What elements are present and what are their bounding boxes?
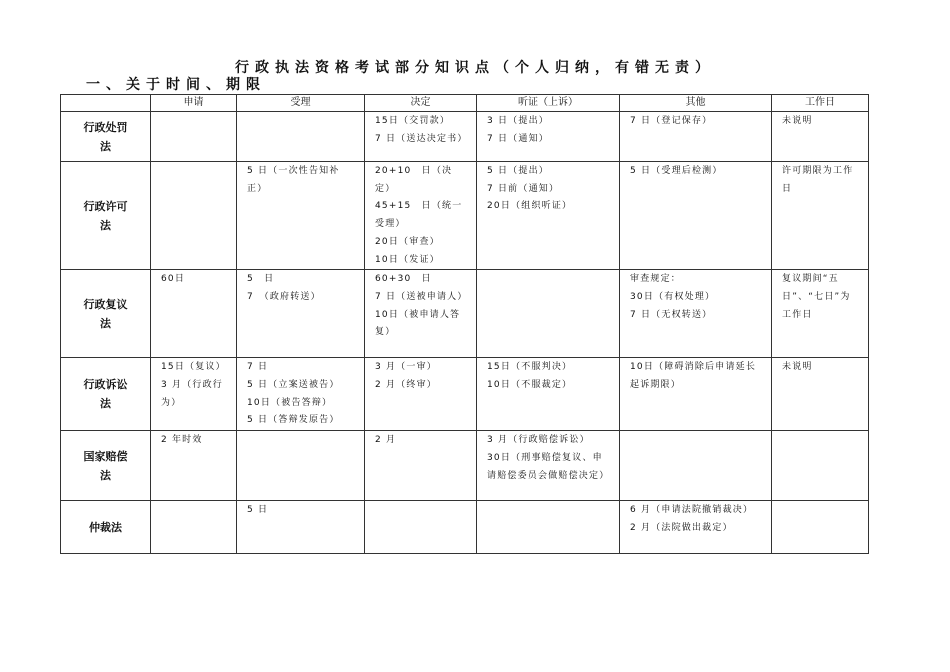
cell-line: 7 日（通知）	[487, 133, 549, 144]
cell-line: 30日（有权处理）	[630, 291, 716, 302]
cell-line: 20日（组织听证）	[487, 201, 573, 212]
cell-line: 审查规定：	[630, 274, 682, 285]
header-cell-other: 其他	[620, 95, 772, 112]
header-cell-corner	[61, 95, 151, 112]
cell-other	[620, 270, 772, 358]
cell-line: 7 日前（通知）	[487, 183, 560, 194]
row-label: 行政许可 法	[61, 162, 151, 270]
cell-hearing	[477, 431, 620, 501]
table-row	[61, 162, 869, 270]
cell-line: 15日（复议）	[161, 362, 226, 373]
cell-line: 许可期限为工作日	[782, 166, 854, 194]
cell-line: 15日（不服判决）	[487, 362, 573, 373]
cell-line: 5 日（答辩发原告）	[247, 415, 340, 426]
cell-hearing	[477, 162, 620, 270]
cell-line: 未说明	[782, 362, 813, 373]
cell-apply	[151, 270, 237, 358]
cell-line: 3 月（一审）	[375, 362, 437, 373]
header-cell-accept: 受理	[237, 95, 365, 112]
cell-line: 2 月（法院做出裁定）	[630, 522, 733, 533]
header-cell-hearing: 听证（上诉）	[477, 95, 620, 112]
cell-apply	[151, 501, 237, 554]
header-cell-workday: 工作日	[772, 95, 869, 112]
cell-workday	[772, 431, 869, 501]
section-heading: 一、关于时间、期限	[86, 77, 266, 93]
cell-decision	[365, 358, 477, 431]
cell-other	[620, 431, 772, 501]
row-label: 行政处罚 法	[61, 112, 151, 162]
cell-line: 10日（不服裁定）	[487, 379, 573, 390]
cell-line: 20+10 日（决定）	[375, 166, 453, 194]
header-cell-decision: 决定	[365, 95, 477, 112]
cell-decision	[365, 112, 477, 162]
cell-line: 10日（发证）	[375, 254, 440, 265]
cell-hearing	[477, 270, 620, 358]
cell-line: 15日（交罚款）	[375, 116, 451, 126]
cell-line: 7 （政府转送）	[247, 291, 321, 302]
cell-decision	[365, 270, 477, 358]
cell-line: 60+30 日	[375, 274, 432, 285]
cell-other	[620, 501, 772, 554]
cell-line: 2 月	[375, 435, 397, 446]
cell-other	[620, 112, 772, 162]
cell-apply	[151, 162, 237, 270]
cell-line: 3 日（提出）	[487, 116, 549, 126]
cell-line: 5 日（一次性告知补正）	[247, 166, 340, 194]
cell-hearing	[477, 501, 620, 554]
table-row	[61, 270, 869, 358]
table-row	[61, 501, 869, 554]
row-label: 行政诉讼 法	[61, 358, 151, 431]
header-cell-apply: 申请	[151, 95, 237, 112]
cell-other	[620, 358, 772, 431]
cell-apply	[151, 431, 237, 501]
cell-workday	[772, 358, 869, 431]
cell-line: 复议期间“五日”、“七日”为工作日	[782, 274, 851, 320]
cell-decision	[365, 501, 477, 554]
cell-line: 2 月（终审）	[375, 379, 437, 390]
cell-line: 3 月（行政赔偿诉讼）	[487, 435, 590, 446]
cell-line: 45+15 日（统一受理）	[375, 201, 463, 230]
time-limits-table	[60, 94, 869, 554]
cell-line: 60日	[161, 274, 186, 285]
cell-accept	[237, 501, 365, 554]
cell-line: 10日（障碍消除后申请延长起诉期限）	[630, 362, 757, 390]
cell-line: 6 月（申请法院撤销裁决）	[630, 505, 754, 516]
cell-apply	[151, 112, 237, 162]
cell-line: 2 年时效	[161, 435, 203, 446]
row-label: 仲裁法	[61, 501, 151, 554]
cell-decision	[365, 431, 477, 501]
header-row	[61, 95, 869, 112]
table-row	[61, 431, 869, 501]
table-body	[61, 112, 869, 554]
cell-hearing	[477, 112, 620, 162]
row-label: 国家赔偿 法	[61, 431, 151, 501]
cell-workday	[772, 112, 869, 162]
cell-line: 3 月（行政行为）	[161, 379, 223, 408]
cell-accept	[237, 112, 365, 162]
document-title: 行政执法资格考试部分知识点（个人归纳，有错无责）	[235, 60, 715, 76]
cell-decision	[365, 162, 477, 270]
cell-line: 10日（被申请人答复）	[375, 309, 461, 338]
cell-other	[620, 162, 772, 270]
cell-line: 7 日（送被申请人）	[375, 291, 468, 302]
cell-line: 7 日	[247, 362, 269, 373]
cell-accept	[237, 431, 365, 501]
cell-workday	[772, 270, 869, 358]
cell-line: 5 日	[247, 274, 275, 285]
cell-workday	[772, 162, 869, 270]
cell-line: 未说明	[782, 116, 813, 126]
cell-line: 7 日（送达决定书）	[375, 133, 468, 144]
cell-line: 5 日（受理后检测）	[630, 166, 723, 176]
cell-line: 20日（审查）	[375, 236, 440, 247]
cell-line: 10日（被告答辩）	[247, 397, 333, 408]
cell-line: 7 日（无权转送）	[630, 309, 713, 320]
cell-accept	[237, 358, 365, 431]
table-row	[61, 112, 869, 162]
cell-line: 30日（刑事赔偿复议、申请赔偿委员会做赔偿决定）	[487, 452, 610, 481]
cell-line: 5 日（立案送被告）	[247, 379, 340, 390]
cell-hearing	[477, 358, 620, 431]
row-label: 行政复议 法	[61, 270, 151, 358]
cell-line: 5 日（提出）	[487, 166, 549, 176]
cell-line: 5 日	[247, 505, 269, 516]
table-row	[61, 358, 869, 431]
cell-accept	[237, 162, 365, 270]
cell-line: 7 日（登记保存）	[630, 116, 713, 126]
cell-apply	[151, 358, 237, 431]
cell-workday	[772, 501, 869, 554]
cell-accept	[237, 270, 365, 358]
